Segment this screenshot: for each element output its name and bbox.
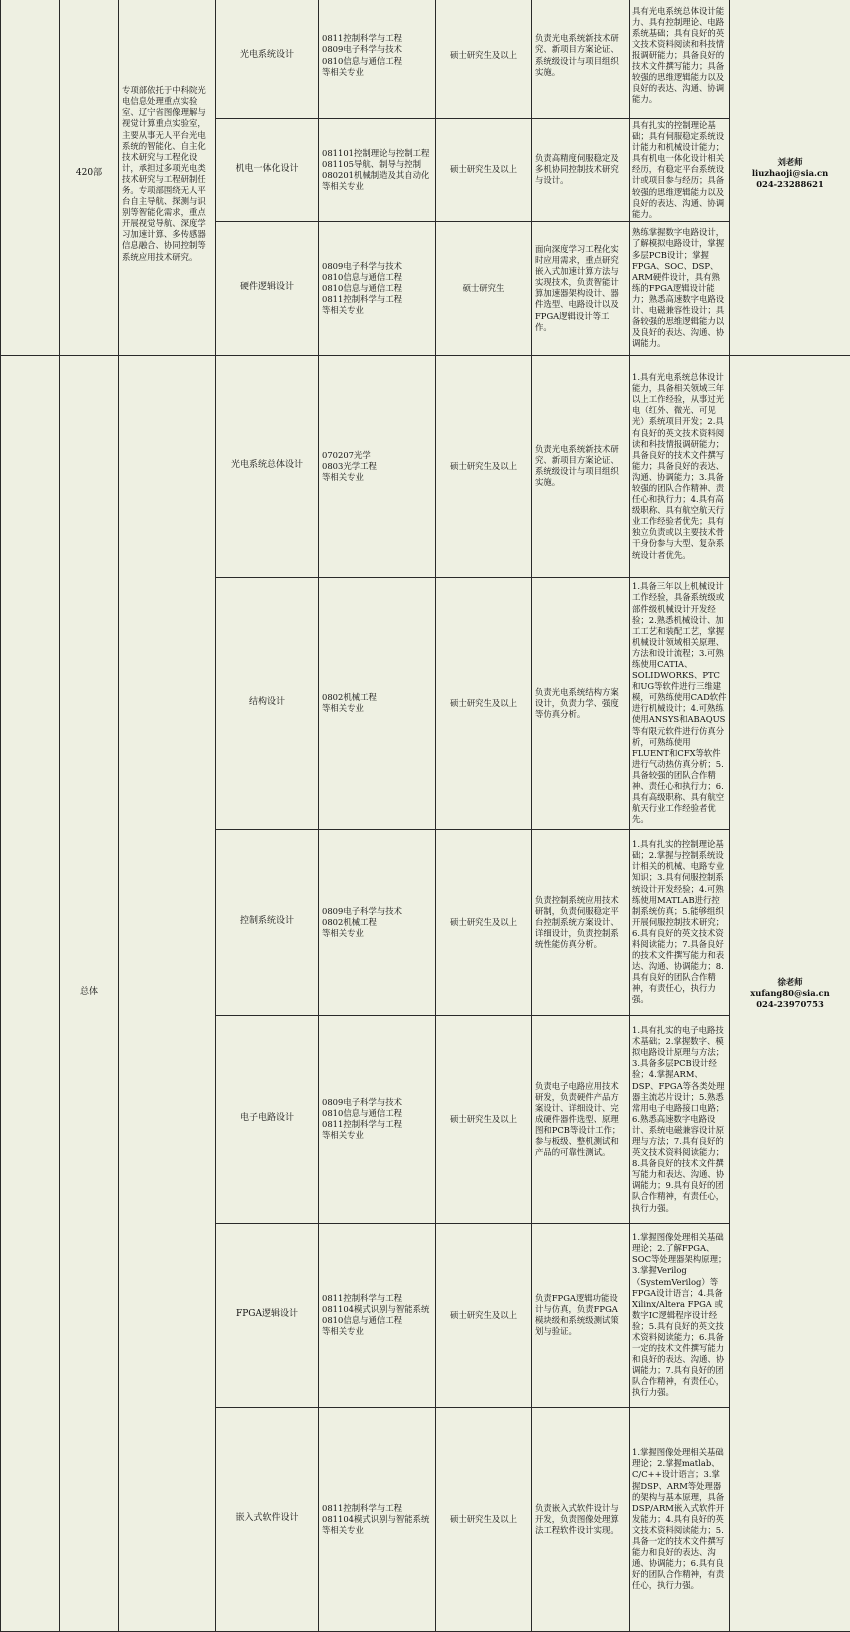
contact-phone: 024-23970753 — [732, 999, 848, 1010]
major-line: 0811控制科学与工程081104模式识别与智能系统 — [322, 1503, 433, 1525]
position-requirements: 1.具有扎实的电子电路技术基础；2.掌握数字、模拟电路设计原理与方法；3.具备多层PCB设计经验；4.掌握ARM、DSP、FPGA等各类处理器主流芯片设计；5.熟悉常用电子电路接口电路；6.熟悉高速数字电路设计、系统电磁兼容设计原理与方法；7.具有良好的英文技术资料阅读能力；8.具备良好的技术文件撰写能力和表达、沟通、协调能力；9.具有良好的团队合作精神，有责任心，执行力强。 — [630, 1015, 730, 1223]
major-line: 等相关专业 — [322, 703, 433, 714]
blank-cell — [1, 355, 60, 1631]
major-line: 等相关专业 — [322, 67, 433, 78]
position-duty: 负责高精度伺服稳定及多机协同控制技术研究与设计。 — [532, 119, 630, 222]
table-row — [1, 0, 850, 119]
position-duty: 负责光电系统新技术研究、新项目方案论证、系统级设计与项目组织实施。 — [532, 0, 630, 119]
position-title: 机电一体化设计 — [216, 119, 319, 222]
position-majors — [319, 1407, 436, 1631]
contact-email: liuzhaoji@sia.cn — [732, 168, 848, 179]
position-title: 嵌入式软件设计 — [216, 1407, 319, 1631]
position-majors — [319, 829, 436, 1015]
major-line: 0809电子科学与技术 — [322, 261, 433, 272]
table-row — [1, 355, 850, 577]
position-title: 光电系统设计 — [216, 0, 319, 119]
department-name: 420部 — [60, 0, 119, 355]
contact-phone: 024-23288621 — [732, 179, 848, 190]
major-line: 0810信息与通信工程 — [322, 1315, 433, 1326]
major-line: 0810信息与通信工程 — [322, 56, 433, 67]
position-title: 控制系统设计 — [216, 829, 319, 1015]
education-requirement: 硕士研究生及以上 — [436, 1223, 532, 1407]
contact-name: 刘老师 — [732, 157, 848, 168]
position-requirements: 1.掌握图像处理相关基础理论；2.掌握matlab、C/C++设计语言；3.掌握DSP、ARM等处理器的架构与基本原理，具备DSP/ARM嵌入式软件开发能力；4.具有良好的英文技术资料阅读能力；5.具备一定的技术文件撰写能力和良好的表达、沟通、协调能力；6.具有良好的团队合作精神，有责任心，执行力强。 — [630, 1407, 730, 1631]
major-line: 0809电子科学与技术 — [322, 1097, 433, 1108]
position-duty: 面向深度学习工程化实时应用需求，重点研究嵌入式加速计算方法与实现技术，负责智能计算加速器架构设计、器件选型、电路设计以及FPGA逻辑设计等工作。 — [532, 221, 630, 355]
position-duty: 负责FPGA逻辑功能设计与仿真，负责FPGA模块级和系统级测试策划与验证。 — [532, 1223, 630, 1407]
position-title: 结构设计 — [216, 577, 319, 829]
position-title: 硬件逻辑设计 — [216, 221, 319, 355]
major-line: 0809电子科学与技术 — [322, 44, 433, 55]
contact-info — [730, 355, 850, 1631]
major-line: 0809电子科学与技术 — [322, 906, 433, 917]
position-majors — [319, 119, 436, 222]
position-duty: 负责光电系统结构方案设计，负责力学、强度等仿真分析。 — [532, 577, 630, 829]
major-line: 0803光学工程 — [322, 461, 433, 472]
major-line: 081101控制理论与控制工程 — [322, 148, 433, 159]
position-majors — [319, 221, 436, 355]
contact-info — [730, 0, 850, 355]
major-line: 0811控制科学与工程 — [322, 33, 433, 44]
position-duty: 负责光电系统新技术研究、新项目方案论证、系统级设计与项目组织实施。 — [532, 355, 630, 577]
major-line: 080201机械制造及其自动化 — [322, 170, 433, 181]
position-requirements: 熟练掌握数字电路设计，了解模拟电路设计，掌握多层PCB设计；掌握FPGA、SOC、DSP、ARM硬件设计，具有熟练的FPGA逻辑设计能力；熟悉高速数字电路设计、电磁兼容性设计；具备较强的思维逻辑能力以及良好的表达、沟通、协调能力。 — [630, 221, 730, 355]
position-requirements: 具有光电系统总体设计能力、具有控制理论、电路系统基础；具有良好的英文技术资料阅读和科技情报调研能力；具备良好的技术文件撰写能力；具备较强的思维逻辑能力以及良好的表达、沟通、协调能力。 — [630, 0, 730, 119]
education-requirement: 硕士研究生及以上 — [436, 119, 532, 222]
department-description: 专项部依托于中科院光电信息处理重点实验室、辽宁省图像理解与视觉计算重点实验室，主要从事无人平台光电系统的智能化、自主化技术研究与工程化设计，承担过多项光电类技术研究与工程研制任务。专项部围绕无人平台自主导航、探测与识别等智能化需求，重点开展视觉导航、深度学习加速计算、多传感器信息融合、协同控制等系统应用技术研究。 — [119, 0, 216, 355]
position-requirements: 1.具有扎实的控制理论基础；2.掌握与控制系统设计相关的机械、电路专业知识；3.具有伺服控制系统设计开发经验；4.可熟练使用MATLAB进行控制系统仿真；5.能够组织开展伺服控制技术研究；6.具有良好的英文技术资料阅读能力；7.具备良好的技术文件撰写能力和表达、沟通、协调能力；8.具有良好的团队合作精神，有责任心，执行力强。 — [630, 829, 730, 1015]
education-requirement: 硕士研究生及以上 — [436, 577, 532, 829]
major-line: 0810信息与通信工程 — [322, 283, 433, 294]
major-line: 0802机械工程 — [322, 692, 433, 703]
major-line: 0802机械工程 — [322, 917, 433, 928]
department-description — [119, 355, 216, 1631]
major-line: 等相关专业 — [322, 181, 433, 192]
major-line: 等相关专业 — [322, 472, 433, 483]
education-requirement: 硕士研究生及以上 — [436, 0, 532, 119]
education-requirement: 硕士研究生及以上 — [436, 355, 532, 577]
education-requirement: 硕士研究生 — [436, 221, 532, 355]
department-name: 总体 — [60, 355, 119, 1631]
position-majors — [319, 0, 436, 119]
position-title: 电子电路设计 — [216, 1015, 319, 1223]
blank-cell — [1, 0, 60, 355]
major-line: 0810信息与通信工程 — [322, 272, 433, 283]
major-line: 等相关专业 — [322, 1326, 433, 1337]
major-line: 等相关专业 — [322, 928, 433, 939]
education-requirement: 硕士研究生及以上 — [436, 829, 532, 1015]
position-majors — [319, 355, 436, 577]
major-line: 081105导航、制导与控制 — [322, 159, 433, 170]
major-line: 0811控制科学与工程 — [322, 294, 433, 305]
education-requirement: 硕士研究生及以上 — [436, 1015, 532, 1223]
major-line: 0810信息与通信工程 — [322, 1108, 433, 1119]
major-line: 0811控制科学与工程 — [322, 1119, 433, 1130]
position-requirements: 1.掌握图像处理相关基础理论；2.了解FPGA、SOC等处理器架构原理；3.掌握Verilog（SystemVerilog）等FPGA设计语言；4.具备Xilinx/Altera FPGA 或数字IC逻辑程序设计经验；5.具有良好的英文技术资料阅读能力；6.具备一定的技术文件撰写能力和良好的表达、沟通、协调能力；7.具有良好的团队合作精神，有责任心，执行力强。 — [630, 1223, 730, 1407]
contact-name: 徐老师 — [732, 977, 848, 988]
position-requirements: 1.具有光电系统总体设计能力，具备相关领域三年以上工作经验，从事过光电（红外、微光、可见光）系统项目开发；2.具有良好的英文技术资料阅读和科技情报调研能力；具备良好的技术文件撰写能力；具备良好的表达、沟通、协调能力；3.具备较强的团队合作精神、责任心和执行力；4.具有高级职称、具有航空航天行业工作经验者优先；具有独立负责或以主要技术骨干身份参与大型、复杂系统设计者优先。 — [630, 355, 730, 577]
position-requirements: 具有扎实的控制理论基础；具有伺服稳定系统设计能力和机械设计能力；具有机电一体化设计相关经历，有稳定平台系统设计或项目参与经历；具备较强的思维逻辑能力以及良好的表达、沟通、协调能力。 — [630, 119, 730, 222]
major-line: 等相关专业 — [322, 1130, 433, 1141]
position-majors — [319, 1015, 436, 1223]
education-requirement: 硕士研究生及以上 — [436, 1407, 532, 1631]
position-requirements: 1.具备三年以上机械设计工作经验，具备系统级或部件级机械设计开发经验；2.熟悉机械设计、加工工艺和装配工艺，掌握机械设计领域相关原理、方法和设计流程；3.可熟练使用CATIA、SOLIDWORKS、PTC和UG等软件进行三维建模，可熟练使用CAD软件进行机械设计；4.可熟练使用ANSYS和ABAQUS等有限元软件进行仿真分析，可熟练使用FLUENT和CFX等软件进行气动热仿真分析；5.具备较强的团队合作精神、责任心和执行力；6.具有高级职称、具有航空航天行业工作经验者优先。 — [630, 577, 730, 829]
position-majors — [319, 577, 436, 829]
position-majors — [319, 1223, 436, 1407]
position-duty: 负责电子电路应用技术研发，负责硬件产品方案设计、详细设计、完成硬件器件选型、原理图和PCB等设计工作；参与板级、整机测试和产品的可靠性测试。 — [532, 1015, 630, 1223]
major-line: 等相关专业 — [322, 1525, 433, 1536]
contact-email: xufang80@sia.cn — [732, 988, 848, 999]
position-title: 光电系统总体设计 — [216, 355, 319, 577]
position-duty: 负责嵌入式软件设计与开发，负责图像处理算法工程软件设计实现。 — [532, 1407, 630, 1631]
position-duty: 负责控制系统应用技术研制，负责伺服稳定平台控制系统方案设计、详细设计，负责控制系统性能仿真分析。 — [532, 829, 630, 1015]
position-title: FPGA逻辑设计 — [216, 1223, 319, 1407]
major-line: 0811控制科学与工程081104模式识别与智能系统 — [322, 1293, 433, 1315]
major-line: 070207光学 — [322, 450, 433, 461]
major-line: 等相关专业 — [322, 305, 433, 316]
